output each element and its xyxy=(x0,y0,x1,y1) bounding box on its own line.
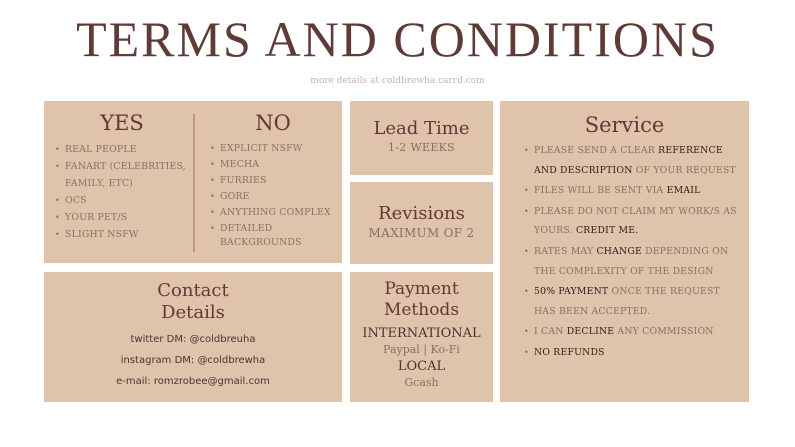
revisions-value: MAXIMUM OF 2 xyxy=(368,226,475,240)
list-item: • FURRIES xyxy=(210,173,338,189)
service-emphasis-text: 50% PAYMENT xyxy=(534,286,609,298)
list-item: • YOUR PET/S xyxy=(55,209,192,226)
payment-international-label: INTERNATIONAL xyxy=(362,326,481,341)
list-item: • FANART (CELEBRITIES, FAMILY, ETC) xyxy=(55,158,192,192)
service-emphasis-text: REFERENCE AND DESCRIPTION xyxy=(534,145,723,176)
service-list-item xyxy=(524,322,741,342)
payment-heading xyxy=(350,279,493,321)
list-item: • ANYTHING COMPLEX xyxy=(210,205,338,221)
yes-list xyxy=(52,141,192,243)
no-heading: NO xyxy=(255,111,291,135)
service-emphasis-text: DECLINE xyxy=(566,326,615,338)
service-list-item xyxy=(524,141,741,180)
contact-heading-line2: Details xyxy=(161,302,225,323)
payment-local-label: LOCAL xyxy=(397,359,446,374)
service-text: I CAN xyxy=(534,326,567,338)
yes-heading: YES xyxy=(100,111,144,135)
lead-time-card xyxy=(350,101,493,175)
service-text: ONCE THE REQUEST HAS BEEN ACCEPTED. xyxy=(534,286,720,317)
payment-international-methods: Paypal | Ko-Fi xyxy=(383,343,460,356)
payment-local-methods: Gcash xyxy=(404,376,439,389)
column-divider xyxy=(193,114,195,252)
service-text: RATES MAY xyxy=(534,245,597,257)
contact-heading-line1: Contact xyxy=(157,280,229,301)
service-list-item xyxy=(524,282,741,321)
service-emphasis-text: CREDIT ME. xyxy=(575,225,639,237)
lead-time-value: 1-2 WEEKS xyxy=(387,141,456,154)
payment-heading-line2: Methods xyxy=(383,300,460,320)
service-list-item xyxy=(524,343,741,363)
service-text: FILES WILL BE SENT VIA xyxy=(534,185,667,197)
contact-card xyxy=(44,272,342,402)
no-list xyxy=(208,141,338,250)
list-item: • GORE xyxy=(210,189,338,205)
list-item: • MECHA xyxy=(210,157,338,173)
revisions-card xyxy=(350,182,493,264)
service-list xyxy=(500,141,749,363)
twitter-contact: twitter DM: @coldbreuha xyxy=(130,334,256,345)
service-list-item xyxy=(524,242,741,281)
service-text: OF YOUR REQUEST xyxy=(632,164,736,176)
yes-column xyxy=(52,111,192,243)
payment-heading-line1: Payment xyxy=(384,279,459,299)
list-item: • OCS xyxy=(55,192,192,209)
service-text: PLEASE SEND A CLEAR xyxy=(534,145,659,156)
subtitle-link-text: more details at coldbrewha.carrd.com xyxy=(310,76,485,86)
service-emphasis-text: NO REFUNDS xyxy=(534,346,605,358)
list-item: • SLIGHT NSFW xyxy=(55,226,192,243)
service-emphasis-text: EMAIL xyxy=(666,185,701,197)
list-item: • EXPLICIT NSFW xyxy=(210,141,338,157)
revisions-heading: Revisions xyxy=(378,203,465,224)
service-list-item xyxy=(524,181,741,201)
service-list-item xyxy=(524,202,741,241)
service-heading: Service xyxy=(584,113,665,137)
service-text: PLEASE DO NOT CLAIM MY WORK/S AS YOURS. xyxy=(534,205,737,237)
list-item: • DETAILED BACKGROUNDS xyxy=(210,222,338,250)
service-text: DEPENDING ON THE COMPLEXITY OF THE DESIGN xyxy=(534,245,729,277)
payment-card xyxy=(350,272,493,402)
instagram-contact: instagram DM: @coldbrewha xyxy=(120,355,266,366)
no-column xyxy=(208,111,338,250)
service-emphasis-text: CHANGE xyxy=(596,245,642,257)
service-text: ANY COMMISSION xyxy=(614,326,714,338)
yes-no-card xyxy=(44,101,342,263)
page-title: TERMS AND CONDITIONS xyxy=(76,11,719,67)
lead-time-heading: Lead Time xyxy=(373,118,470,139)
contact-heading xyxy=(44,280,342,324)
service-card xyxy=(500,101,749,402)
email-contact: e-mail: romzrobee@gmail.com xyxy=(116,376,270,387)
list-item: • REAL PEOPLE xyxy=(55,141,192,158)
